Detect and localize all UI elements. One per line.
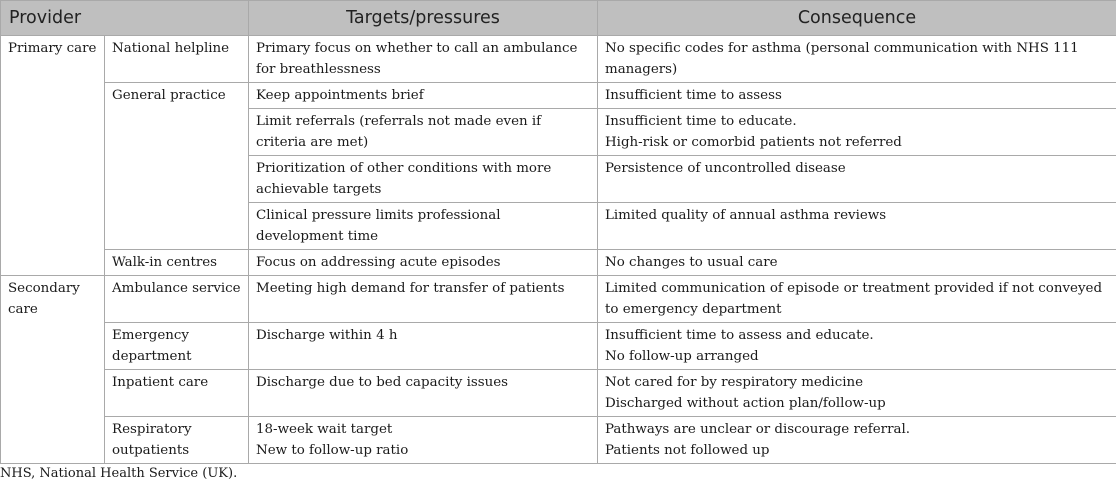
target-cell: Keep appointments brief — [249, 83, 598, 109]
header-provider: Provider — [1, 1, 249, 36]
target-cell: Discharge within 4 h — [249, 323, 598, 370]
consequence-line: High-risk or comorbid patients not referred — [605, 135, 902, 150]
target-cell: Prioritization of other conditions with more achievable targets — [249, 156, 598, 203]
consequence-line: Insufficient time to educate. — [605, 114, 797, 129]
target-cell: Focus on addressing acute episodes — [249, 250, 598, 276]
provider-primary-care: Primary care — [1, 36, 105, 276]
subprovider-general-practice: General practice — [105, 83, 249, 250]
consequence-cell — [598, 370, 1116, 417]
target-cell: Clinical pressure limits professional development time — [249, 203, 598, 250]
subprovider-respiratory-outpatients: Respiratory outpatients — [105, 417, 249, 464]
subprovider-inpatient-care: Inpatient care — [105, 370, 249, 417]
header-row — [1, 1, 1116, 36]
provider-secondary-care: Secondary care — [1, 276, 105, 464]
target-cell — [249, 417, 598, 464]
consequence-cell: Persistence of uncontrolled disease — [598, 156, 1116, 203]
header-consequence: Consequence — [598, 1, 1116, 36]
consequence-line: Pathways are unclear or discourage referral. — [605, 422, 910, 437]
table-row — [1, 36, 1116, 83]
header-targets: Targets/pressures — [249, 1, 598, 36]
target-cell: Primary focus on whether to call an ambulance for breathlessness — [249, 36, 598, 83]
consequence-line: No follow-up arranged — [605, 349, 759, 364]
target-line: 18-week wait target — [256, 422, 393, 437]
consequence-line: Patients not followed up — [605, 443, 770, 458]
consequence-line: Not cared for by respiratory medicine — [605, 375, 864, 390]
consequence-line: Discharged without action plan/follow-up — [605, 396, 886, 411]
target-cell: Discharge due to bed capacity issues — [249, 370, 598, 417]
consequence-cell: Limited quality of annual asthma reviews — [598, 203, 1116, 250]
table-row — [1, 323, 1116, 370]
consequence-cell: No changes to usual care — [598, 250, 1116, 276]
target-cell: Limit referrals (referrals not made even if criteria are met) — [249, 109, 598, 156]
consequence-cell: Limited communication of episode or treatment provided if not conveyed to emergency department — [598, 276, 1116, 323]
subprovider-walk-in-centres: Walk-in centres — [105, 250, 249, 276]
subprovider-national-helpline: National helpline — [105, 36, 249, 83]
target-line: New to follow-up ratio — [256, 443, 409, 458]
subprovider-emergency-department: Emergency department — [105, 323, 249, 370]
consequence-cell — [598, 417, 1116, 464]
consequence-cell — [598, 323, 1116, 370]
table-row — [1, 276, 1116, 323]
subprovider-ambulance-service: Ambulance service — [105, 276, 249, 323]
table-row — [1, 83, 1116, 109]
table-row — [1, 417, 1116, 464]
table-row — [1, 370, 1116, 417]
table-footnote: NHS, National Health Service (UK). — [0, 466, 238, 481]
target-cell: Meeting high demand for transfer of patients — [249, 276, 598, 323]
table-row — [1, 250, 1116, 276]
consequence-cell: Insufficient time to assess — [598, 83, 1116, 109]
consequence-line: Insufficient time to assess and educate. — [605, 328, 874, 343]
consequence-cell — [598, 109, 1116, 156]
consequence-cell: No specific codes for asthma (personal communication with NHS 111 managers) — [598, 36, 1116, 83]
